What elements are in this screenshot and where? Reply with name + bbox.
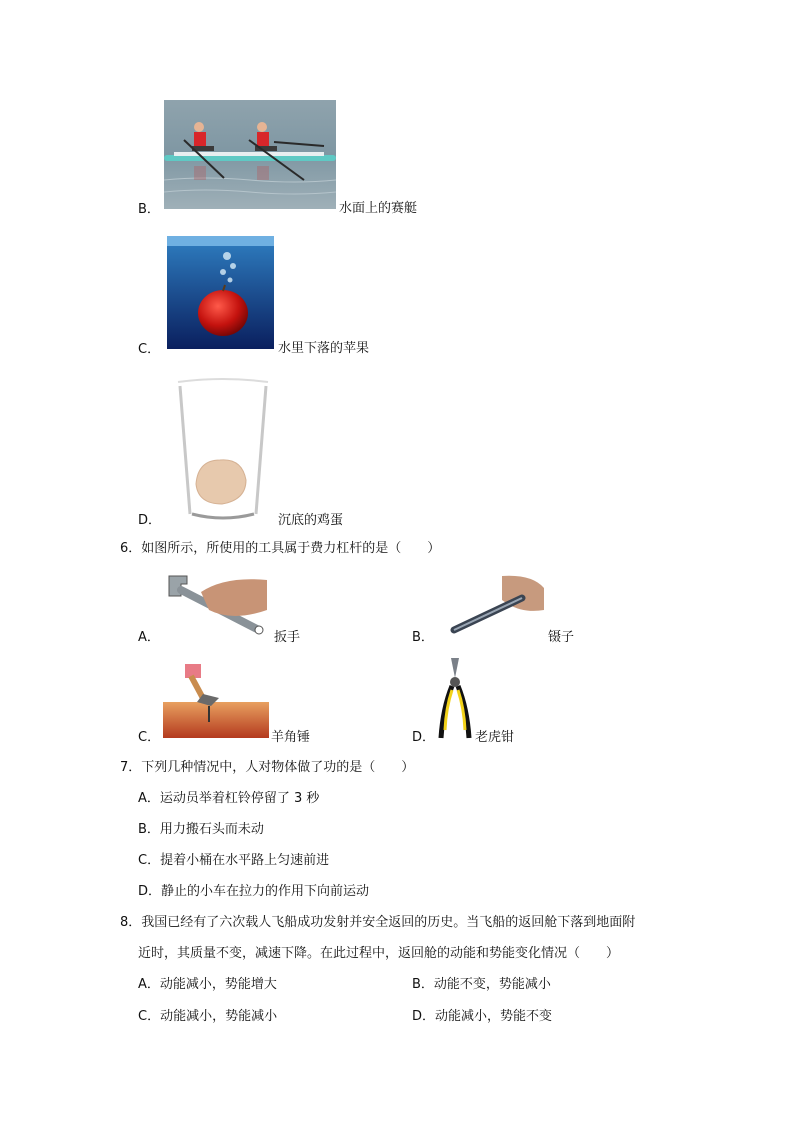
q8-option-d: D．动能减小，势能不变 <box>412 1009 553 1024</box>
q7-option-b: B．用力搬石头而未动 <box>138 822 264 837</box>
q6-stem: 6．如图所示，所使用的工具属于费力杠杆的是（ ） <box>120 541 441 556</box>
q6-option-c-letter: C． <box>138 730 161 745</box>
q6-option-b-caption: 镊子 <box>548 630 575 645</box>
q6-option-d-caption: 老虎钳 <box>475 730 515 745</box>
q5-option-b-letter: B． <box>138 202 160 217</box>
falling-apple-image <box>167 236 274 349</box>
q8-stem-line-2: 近时，其质量不变，减速下降。在此过程中，返回舱的动能和势能变化情况（ ） <box>138 946 620 961</box>
q8-option-a: A．动能减小，势能增大 <box>138 977 277 992</box>
q6-option-b-letter: B． <box>412 630 434 645</box>
q5-option-c-letter: C． <box>138 342 161 357</box>
q6-option-d-letter: D． <box>412 730 436 745</box>
wrench-image <box>163 570 271 640</box>
tweezers-image <box>440 574 546 640</box>
q7-option-d: D．静止的小车在拉力的作用下向前运动 <box>138 884 370 899</box>
pliers-image <box>437 656 473 740</box>
q5-option-c-caption: 水里下落的苹果 <box>278 341 370 356</box>
q7-stem: 7．下列几种情况中，人对物体做了功的是（ ） <box>120 760 415 775</box>
q8-option-b: B．动能不变，势能减小 <box>412 977 551 992</box>
q7-option-c: C．提着小桶在水平路上匀速前进 <box>138 853 330 868</box>
q5-option-d-letter: D． <box>138 513 162 528</box>
rowing-boat-image <box>164 100 336 209</box>
q6-option-a-letter: A． <box>138 630 160 645</box>
q8-option-c: C．动能减小，势能减小 <box>138 1009 278 1024</box>
q7-option-a: A．运动员举着杠铃停留了 3 秒 <box>138 791 320 806</box>
sunken-egg-glass-image <box>168 376 276 524</box>
q6-option-c-caption: 羊角锤 <box>271 730 311 745</box>
claw-hammer-image <box>163 658 269 738</box>
q6-option-a-caption: 扳手 <box>274 630 301 645</box>
q5-option-d-caption: 沉底的鸡蛋 <box>278 513 344 528</box>
q8-stem-line-1: 8．我国已经有了六次载人飞船成功发射并安全返回的历史。当飞船的返回舱下落到地面附 <box>120 915 636 930</box>
q5-option-b-caption: 水面上的赛艇 <box>339 201 418 216</box>
